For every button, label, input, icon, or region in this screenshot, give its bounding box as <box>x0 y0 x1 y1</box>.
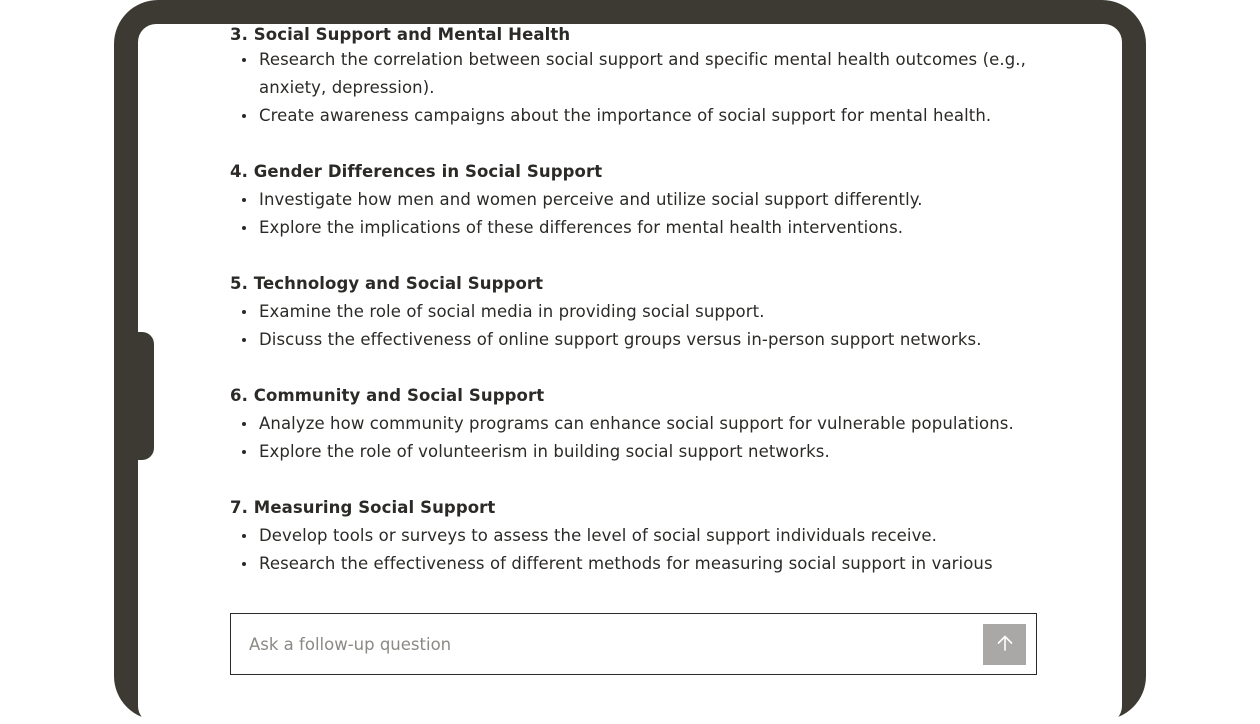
list-item: Create awareness campaigns about the importance of social support for mental health. <box>230 102 1050 130</box>
list-item: Research the effectiveness of different methods for measuring social support in various <box>230 550 1050 578</box>
list-item: Explore the role of volunteerism in building social support networks. <box>230 438 1050 466</box>
section-title: 7. Measuring Social Support <box>230 498 496 517</box>
section-title: 4. Gender Differences in Social Support <box>230 162 603 181</box>
device-side-button <box>138 332 154 460</box>
section-community <box>230 382 1050 466</box>
bullet-list <box>230 522 1050 578</box>
bullet-list <box>230 46 1050 130</box>
bullet-list <box>230 410 1050 466</box>
bullet-list <box>230 298 1050 354</box>
list-item: Explore the implications of these differences for mental health interventions. <box>230 214 1050 242</box>
list-item: Research the correlation between social support and specific mental health outcomes (e.g., anxiety, depression). <box>230 46 1050 102</box>
list-item: Discuss the effectiveness of online support groups versus in-person support networks. <box>230 326 1050 354</box>
response-content <box>230 24 1050 602</box>
section-social-support-mental-health <box>230 24 1050 130</box>
section-measuring <box>230 494 1050 578</box>
list-item: Examine the role of social media in providing social support. <box>230 298 1050 326</box>
list-item: Investigate how men and women perceive and utilize social support differently. <box>230 186 1050 214</box>
section-gender-differences <box>230 158 1050 242</box>
section-title: 6. Community and Social Support <box>230 386 545 405</box>
list-item: Develop tools or surveys to assess the level of social support individuals receive. <box>230 522 1050 550</box>
list-item: Analyze how community programs can enhance social support for vulnerable populations. <box>230 410 1050 438</box>
bullet-list <box>230 186 1050 242</box>
follow-up-input[interactable] <box>249 614 949 674</box>
section-title: 3. Social Support and Mental Health <box>230 25 571 44</box>
send-button[interactable] <box>983 624 1026 665</box>
arrow-up-icon <box>996 634 1014 655</box>
chat-screen <box>138 24 1122 724</box>
section-title: 5. Technology and Social Support <box>230 274 544 293</box>
follow-up-input-bar <box>230 613 1037 675</box>
section-technology <box>230 270 1050 354</box>
